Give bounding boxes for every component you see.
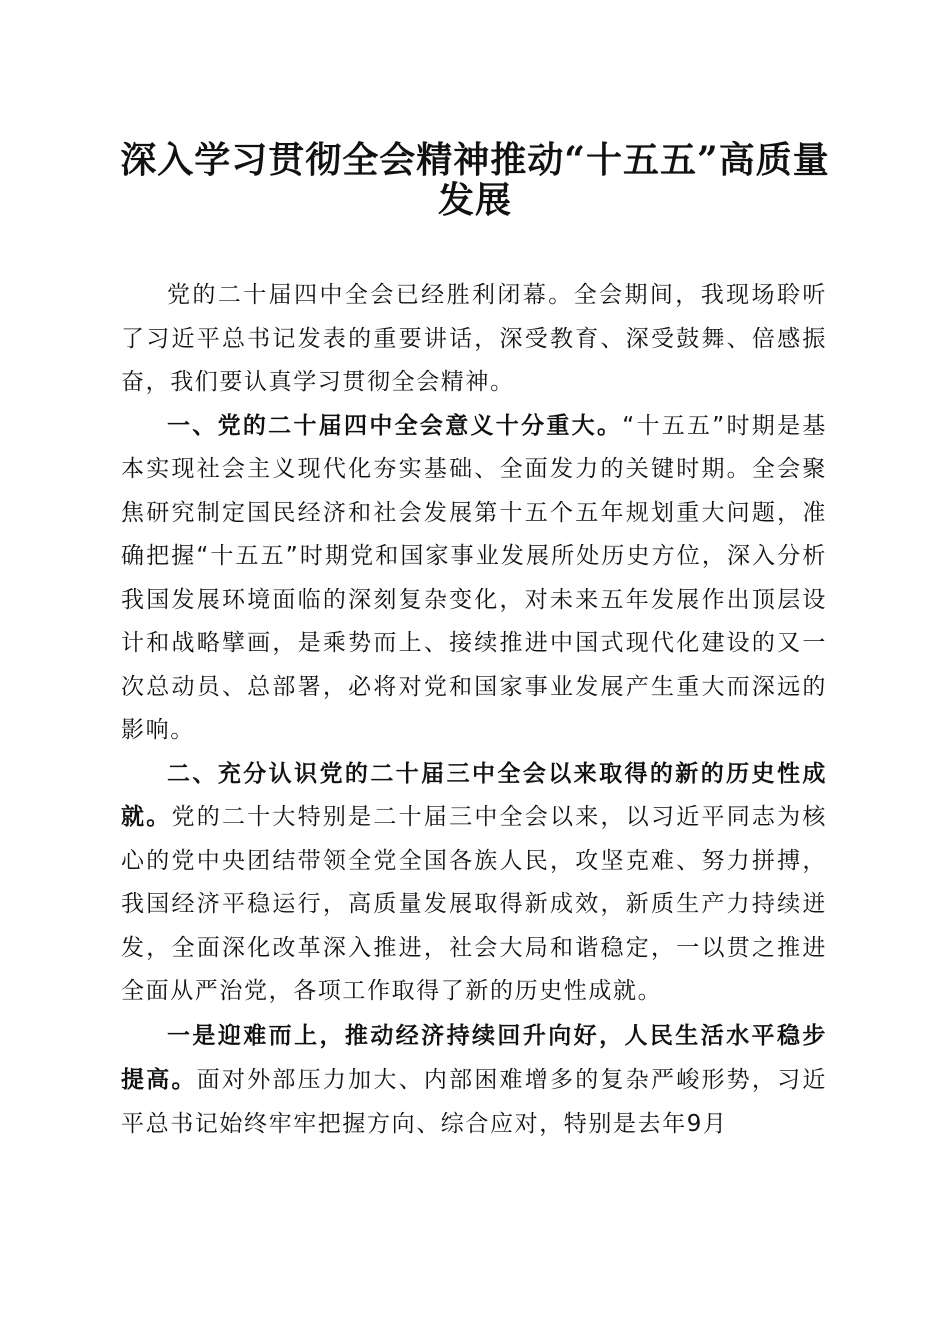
document-title-line-2: 发展 [437, 179, 512, 221]
document-title-line-1: 深入学习贯彻全会精神推动“十五五”高质量 [120, 139, 830, 181]
paragraph-section-1 [121, 405, 827, 753]
paragraph-lead: 二、充分认识党的二十届三中全会以来取得的新的历史性成就。 [121, 760, 827, 830]
paragraph-text: 党的二十大特别是二十届三中全会以来，以习近平同志为核心的党中央团结带领全党全国各族人民，攻坚克难、努力拼搏，我国经济平稳运行，高质量发展取得新成效，新质生产力持续迸发，全面深化改革深入推进，社会大局和谐稳定，一以贯之推进全面从严治党，各项工作取得了新的历史性成就。 [121, 804, 827, 1004]
document-body [121, 274, 827, 1146]
paragraph-intro [121, 274, 827, 405]
paragraph-lead: 一、党的二十届四中全会意义十分重大。 [167, 412, 623, 439]
paragraph-text: 面对外部压力加大、内部困难增多的复杂严峻形势，习近平总书记始终牢牢把握方向、综合应对，特别是去年9月 [121, 1067, 827, 1137]
paragraph-text: 党的二十届四中全会已经胜利闭幕。全会期间，我现场聆听了习近平总书记发表的重要讲话，深受教育、深受鼓舞、倍感振奋，我们要认真学习贯彻全会精神。 [121, 282, 827, 395]
paragraph-section-2 [121, 753, 827, 1014]
paragraph-lead: 一是迎难而上，推动经济持续回升向好，人民生活水平稳步提高。 [121, 1021, 827, 1093]
paragraph-point-1 [121, 1014, 827, 1147]
paragraph-text: “十五五”时期是基本实现社会主义现代化夯实基础、全面发力的关键时期。全会聚焦研究制定国民经济和社会发展第十五个五年规划重大问题，准确把握“十五五”时期党和国家事业发展所处历史方位，深入分析我国发展环境面临的深刻复杂变化，对未来五年发展作出顶层设计和战略擘画，是乘势而上、接续推进中国式现代化建设的又一次总动员、总部署，必将对党和国家事业发展产生重大而深远的影响。 [121, 412, 827, 743]
